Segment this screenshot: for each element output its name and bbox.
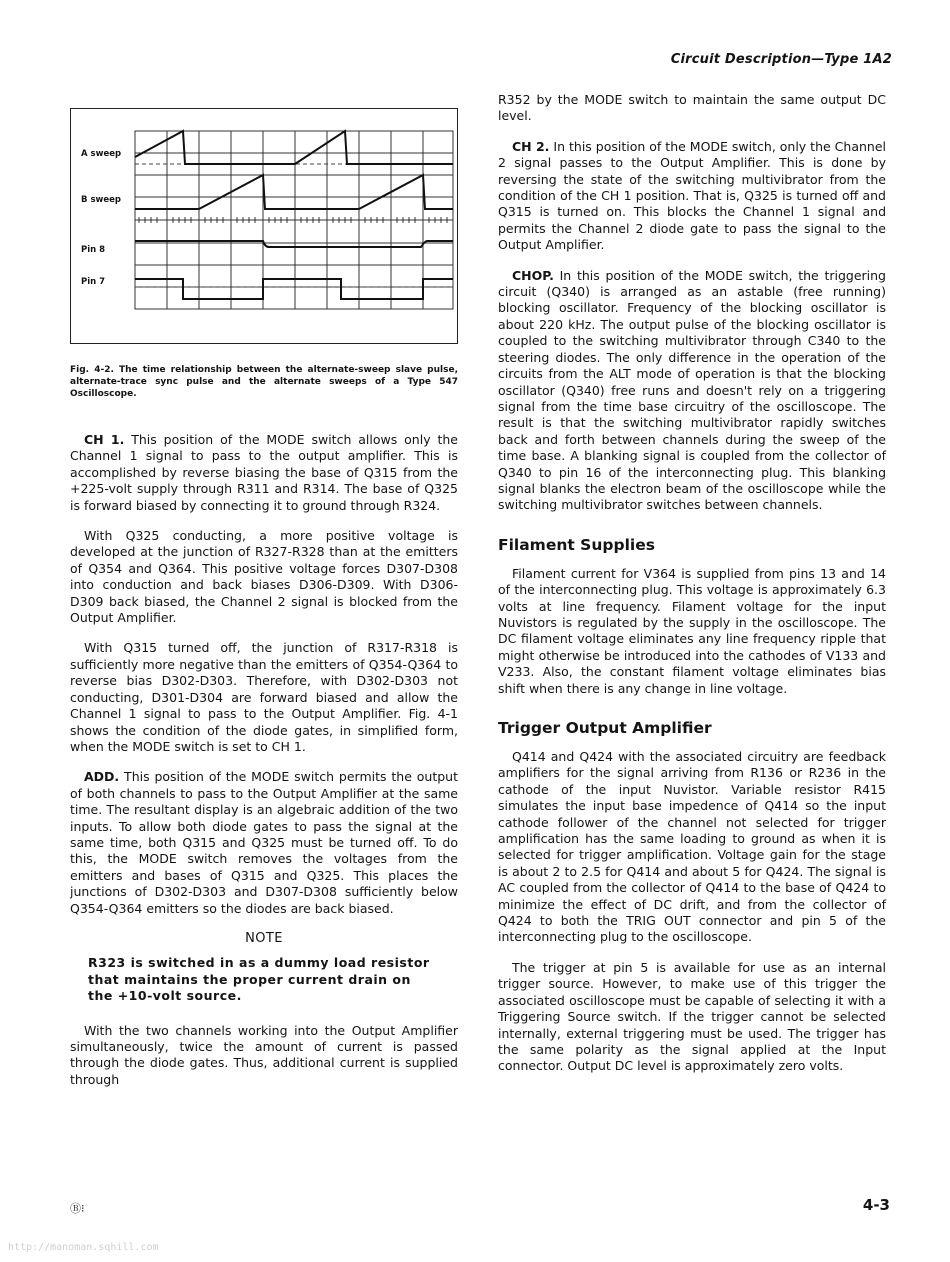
waveform-traces [135, 131, 453, 299]
waveform-diagram [71, 109, 459, 345]
paragraph-two-channels: With the two channels working into the Output Amplifier simultaneously, twice the amount of current is passed through the diode gates. Thus, additional current is supplied through [70, 1022, 458, 1087]
heading-filament-supplies: Filament Supplies [498, 535, 655, 554]
watermark-url: http://manoman.sqhill.com [8, 1242, 159, 1253]
pin8-trace [135, 241, 453, 247]
paragraph-q325: With Q325 conducting, a more positive voltage is developed at the junction of R327-R328 than at the emitters of Q354 and Q364. This positive voltage forces D307-D308 into conduction and back biases D306-D309. With D306-D309 back biased, the Channel 2 signal is blocked from the Output Amplifier. [70, 528, 458, 626]
ch1-text: This position of the MODE switch allows only the Channel 1 signal to pass to the output amplifier. This is accomplished by reverse biasing the base of Q315 from the +225-volt supply through R311 and R314. The base of Q325 is forward biased by connecting it to ground through R324. [70, 432, 459, 513]
ch2-lead: CH 2. [512, 138, 550, 154]
right-column [498, 92, 886, 1089]
ch2-paragraph [498, 139, 886, 254]
label-b-sweep: B sweep [81, 195, 121, 205]
chop-text: In this position of the MODE switch, the triggering circuit (Q340) is arranged as an astable (free running) blocking oscillator. Frequency of the blocking oscillator is about 220 kHz. The output pulse of the blocking oscillator is coupled to the switching multivibrator through C340 to the steering diodes. The only difference in the operation of the circuits from the ALT mode of operation is that the blocking oscillator (Q340) free runs and doesn't rely on a triggering signal from the time base circuitry of the oscilloscope. The result is that the switching multivibrator rapidly switches back and forth between channels during the sweep of the time base. A blanking signal is coupled from the collector of Q340 to pin 16 of the interconnecting plug. This blanking signal blanks the electron beam of the oscilloscope while the switching multivibrator switches between channels. [498, 267, 886, 513]
add-paragraph [70, 769, 458, 917]
reference-dashes [135, 164, 453, 287]
waveform-figure [70, 108, 458, 344]
chop-lead: CHOP. [512, 267, 554, 283]
ch1-lead: CH 1. [84, 432, 125, 447]
paragraph-trigger-1: Q414 and Q424 with the associated circuitry are feedback amplifiers for the signal arriving from R136 or R236 in the cathode of the input Nuvistor. Variable resistor R415 simulates the input base impedence of Q414 so the input cathode follower of the channel not selected for trigger amplification has the same loading to ground as when it is selected for trigger amplification. Voltage gain for the stage is about 2 to 2.5 for Q414 and about 5 for Q424. The signal is AC coupled from the collector of Q414 to the base of Q424 to minimize the effect of DC drift, and from the collector of Q424 to both the TRIG OUT connector and pin 5 of the interconnecting plug to the oscilloscope. [498, 749, 886, 945]
note-body: R323 is switched in as a dummy load resistor that maintains the proper current drain on the +10-volt source. [88, 955, 430, 1004]
chop-paragraph [498, 268, 886, 514]
paragraph-trigger-2: The trigger at pin 5 is available for use as an internal trigger source. However, to make use of this trigger the associated oscilloscope must be capable of selecting it with a Triggering Source switch. If the trigger cannot be selected internally, external triggering must be used. The trigger has the same polarity as the signal applied at the Input connector. Output DC level is approximately zero volts. [498, 959, 886, 1074]
left-column [70, 432, 458, 1102]
ch2-text: In this position of the MODE switch, only the Channel 2 signal passes to the Output Amplifier. This is done by reversing the state of the switching multivibrator from the condition of the CH 1 position. That is, Q325 is turned off and Q315 is turned on. This blocks the Channel 1 signal and permits the Channel 2 diode gate to pass the signal to the Output Amplifier. [498, 138, 886, 253]
b-sweep-trace [135, 175, 453, 209]
label-pin8: Pin 8 [81, 245, 106, 255]
label-a-sweep: A sweep [81, 149, 122, 159]
figure-caption: Fig. 4-2. The time relationship between the alternate-sweep slave pulse, alternate-trace sync pulse and the alternate sweeps of a Type 547 Oscilloscope. [70, 365, 458, 399]
paragraph-r352: R352 by the MODE switch to maintain the same output DC level. [498, 92, 886, 124]
pin7-trace [135, 279, 453, 299]
add-lead: ADD. [84, 769, 120, 785]
ch1-paragraph [70, 432, 458, 514]
add-text: This position of the MODE switch permits the output of both channels to pass to the Output Amplifier at the same time. The resultant display is an algebraic addition of the two inputs. To allow both diode gates to pass the signal at the same time, both Q315 and Q325 must be turned off. To do this, the MODE switch removes the voltages from the emitters and bases of Q315 and Q325. This places the junctions of D302-D303 and D307-D308 sufficiently below Q354-Q364 emitters so the diodes are back biased. [70, 769, 458, 916]
paragraph-filament: Filament current for V364 is supplied from pins 13 and 14 of the interconnecting plug. This voltage is approximately 6.3 volts at line frequency. Filament voltage for the input Nuvistors is regulated by the supply in the oscilloscope. The DC filament voltage eliminates any line frequency ripple that might otherwise be introduced into the cathodes of V133 and V233. Also, the constant filament voltage eliminates bias shift when there is any change in line voltage. [498, 565, 886, 696]
running-header: Circuit Description—Type 1A2 [670, 52, 892, 67]
label-pin7: Pin 7 [81, 277, 106, 287]
page-number: 4-3 [862, 1196, 890, 1214]
note-title: NOTE [245, 930, 283, 946]
footer-mark: Ⓑ⁝ [70, 1202, 85, 1215]
a-sweep-trace [135, 131, 453, 164]
paragraph-q315: With Q315 turned off, the junction of R317-R318 is sufficiently more negative than the emitters of Q354-Q364 to reverse bias D302-D303. Therefore, with D302-D303 not conducting, D301-D304 are forward biased and allow the Channel 1 signal to pass to the Output Amplifier. Fig. 4-1 shows the condition of the diode gates, in simplified form, when the MODE switch is set to CH 1. [70, 640, 458, 754]
heading-trigger-output: Trigger Output Amplifier [498, 719, 712, 737]
